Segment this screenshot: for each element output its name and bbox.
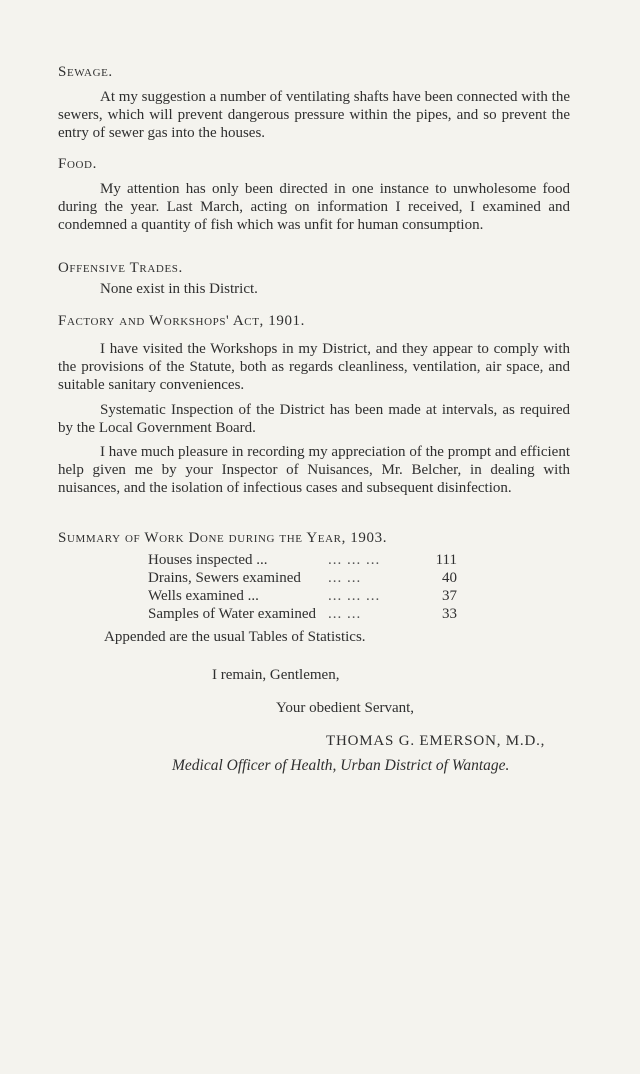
paragraph-factory-1: I have visited the Workshops in my District, and they appear to comply with the provisions of the Statute, both as regards cleanliness, ventilation, air space, and suitable sanitary conveniences. [58, 341, 570, 393]
summary-label: Wells examined ... [148, 588, 259, 604]
summary-leader: ... ... [328, 570, 362, 586]
closing-servant: Your obedient Servant, [276, 700, 415, 716]
heading-offensive-trades: Offensive Trades. [58, 260, 183, 276]
summary-leader: ... ... ... [328, 588, 381, 604]
summary-leader: ... ... ... [328, 552, 381, 568]
summary-label: Houses inspected ... [148, 552, 268, 568]
appended-line: Appended are the usual Tables of Statistics. [104, 629, 366, 645]
summary-value: 111 [435, 552, 457, 568]
heading-summary: Summary of Work Done during the Year, 1903. [58, 530, 388, 546]
signature-name: THOMAS G. EMERSON, M.D., [326, 733, 546, 749]
paragraph-sewage: At my suggestion a number of ventilating shafts have been connected with the sewers, which will prevent dangerous pressure within the pipes, and so prevent the entry of sewer gas into the houses. [58, 89, 570, 141]
summary-row [148, 605, 457, 623]
summary-label: Drains, Sewers examined [148, 570, 301, 586]
closing-remain: I remain, Gentlemen, [212, 667, 340, 683]
paragraph-factory-2: Systematic Inspection of the District has been made at intervals, as required by the Local Government Board. [58, 402, 570, 436]
heading-food: Food. [58, 156, 97, 172]
summary-table [148, 551, 457, 623]
summary-leader: ... ... [328, 606, 362, 622]
paragraph-offensive-trades: None exist in this District. [100, 281, 258, 297]
paragraph-factory-3: I have much pleasure in recording my appreciation of the prompt and efficient help given me by your Inspector of Nuisances, Mr. Belcher, in dealing with nuisances, and the isolation of infectious cases and subsequent disinfection. [58, 444, 570, 496]
summary-value: 37 [442, 588, 457, 604]
paragraph-food: My attention has only been directed in one instance to unwholesome food during the year. Last March, acting on information I received, I examined and condemned a quantity of fish which was unfit for human consumption. [58, 181, 570, 233]
summary-row [148, 569, 457, 587]
heading-factory-act: Factory and Workshops' Act, 1901. [58, 313, 306, 329]
heading-sewage: Sewage. [58, 64, 113, 80]
summary-row [148, 551, 457, 569]
summary-label: Samples of Water examined [148, 606, 317, 622]
summary-value: 40 [442, 570, 457, 586]
signature-title: Medical Officer of Health, Urban District of Wantage. [172, 757, 510, 774]
summary-value: 33 [442, 606, 457, 622]
summary-row [148, 587, 457, 605]
